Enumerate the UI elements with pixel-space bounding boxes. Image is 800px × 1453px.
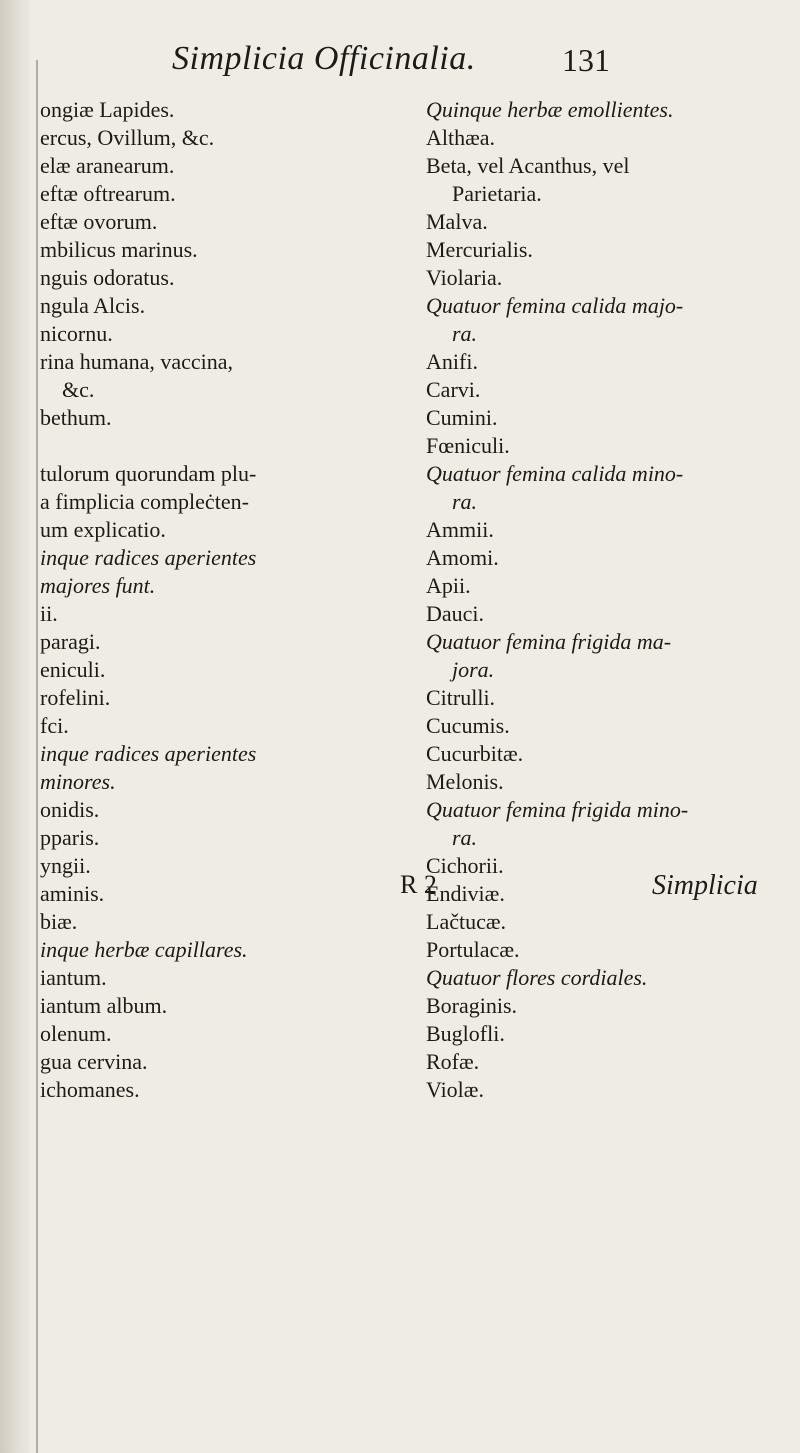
list-item: iantum. bbox=[40, 965, 107, 990]
list-item: rofelini. bbox=[40, 685, 111, 710]
list-item: Cucumis. bbox=[426, 713, 510, 738]
list-item: yngii. bbox=[40, 853, 91, 878]
list-item: Cichorii. bbox=[426, 853, 504, 878]
list-item: eftæ oftrearum. bbox=[40, 181, 176, 206]
list-item: Malva. bbox=[426, 209, 488, 234]
section-heading: inque radices aperientes bbox=[40, 545, 257, 570]
section-heading: Quatuor femina calida mino- bbox=[426, 461, 684, 486]
list-item: nicornu. bbox=[40, 321, 113, 346]
list-item: Portulacæ. bbox=[426, 937, 520, 962]
right-column bbox=[426, 96, 774, 1104]
list-item: Endiviæ. bbox=[426, 881, 505, 906]
list-item: eniculi. bbox=[40, 657, 106, 682]
section-heading: ra. bbox=[452, 825, 478, 850]
list-item: mbilicus marinus. bbox=[40, 237, 198, 262]
section-heading: Quatuor femina calida majo- bbox=[426, 293, 684, 318]
list-item: biæ. bbox=[40, 909, 78, 934]
list-item: ercus, Ovillum, &c. bbox=[40, 125, 215, 150]
running-title: Simplicia Officinalia. bbox=[172, 40, 476, 77]
column-spacer bbox=[40, 432, 322, 460]
list-item: Althæa. bbox=[426, 125, 496, 150]
list-item: ii. bbox=[40, 601, 58, 626]
list-item: Lačtucæ. bbox=[426, 909, 507, 934]
list-item: Boraginis. bbox=[426, 993, 518, 1018]
section-heading: minores. bbox=[40, 769, 116, 794]
section-heading: inque herbæ capillares. bbox=[40, 937, 248, 962]
section-heading: majores funt. bbox=[40, 573, 156, 598]
page-gutter-shadow bbox=[0, 0, 30, 1453]
list-item: onidis. bbox=[40, 797, 100, 822]
section-heading: Quatuor flores cordiales. bbox=[426, 965, 648, 990]
list-item: Fœniculi. bbox=[426, 433, 510, 458]
list-item: eftæ ovorum. bbox=[40, 209, 158, 234]
list-item: paragi. bbox=[40, 629, 101, 654]
list-item: Citrulli. bbox=[426, 685, 496, 710]
section-heading: Quatuor femina frigida ma- bbox=[426, 629, 672, 654]
section-heading: ra. bbox=[452, 489, 478, 514]
list-item: Dauci. bbox=[426, 601, 485, 626]
list-item: Anifi. bbox=[426, 349, 478, 374]
signature-mark: R 2 bbox=[400, 870, 437, 899]
list-item: Melonis. bbox=[426, 769, 504, 794]
list-item: Beta, vel Acanthus, vel bbox=[426, 153, 630, 178]
list-item: Amomi. bbox=[426, 545, 499, 570]
list-item: um explicatio. bbox=[40, 517, 166, 542]
left-column bbox=[40, 96, 322, 1104]
list-item: fci. bbox=[40, 713, 69, 738]
list-item: Parietaria. bbox=[452, 181, 542, 206]
list-item: rina humana, vaccina, bbox=[40, 349, 234, 374]
list-item: bethum. bbox=[40, 405, 112, 430]
list-item: Violæ. bbox=[426, 1077, 484, 1102]
list-item: gua cervina. bbox=[40, 1049, 148, 1074]
list-item: Carvi. bbox=[426, 377, 481, 402]
list-item: a fimplicia compleċten- bbox=[40, 489, 249, 514]
list-item: ongiæ Lapides. bbox=[40, 97, 175, 122]
list-item: tulorum quorundam plu- bbox=[40, 461, 257, 486]
list-item: Mercurialis. bbox=[426, 237, 533, 262]
list-item: Ammii. bbox=[426, 517, 494, 542]
list-item: olenum. bbox=[40, 1021, 112, 1046]
section-heading: Quatuor femina frigida mino- bbox=[426, 797, 689, 822]
list-item: iantum album. bbox=[40, 993, 168, 1018]
section-heading: jora. bbox=[452, 657, 495, 682]
catchword: Simplicia bbox=[652, 870, 758, 901]
list-item: nguis odoratus. bbox=[40, 265, 175, 290]
list-item: Cumini. bbox=[426, 405, 498, 430]
section-heading: inque radices aperientes bbox=[40, 741, 257, 766]
list-item: &c. bbox=[62, 377, 95, 402]
list-item: elæ aranearum. bbox=[40, 153, 175, 178]
page-number: 131 bbox=[562, 42, 610, 78]
list-item: Buglofli. bbox=[426, 1021, 505, 1046]
page-footer bbox=[0, 870, 800, 906]
section-heading: ra. bbox=[452, 321, 478, 346]
list-item: ichomanes. bbox=[40, 1077, 140, 1102]
list-item: Violaria. bbox=[426, 265, 503, 290]
list-item: Cucurbitæ. bbox=[426, 741, 524, 766]
binding-edge-line bbox=[36, 60, 38, 1453]
list-item: Rofæ. bbox=[426, 1049, 480, 1074]
section-heading: Quinque herbæ emollientes. bbox=[426, 97, 674, 122]
page-header bbox=[0, 40, 800, 84]
list-item: aminis. bbox=[40, 881, 105, 906]
list-item: Apii. bbox=[426, 573, 471, 598]
list-item: ngula Alcis. bbox=[40, 293, 146, 318]
list-item: pparis. bbox=[40, 825, 100, 850]
